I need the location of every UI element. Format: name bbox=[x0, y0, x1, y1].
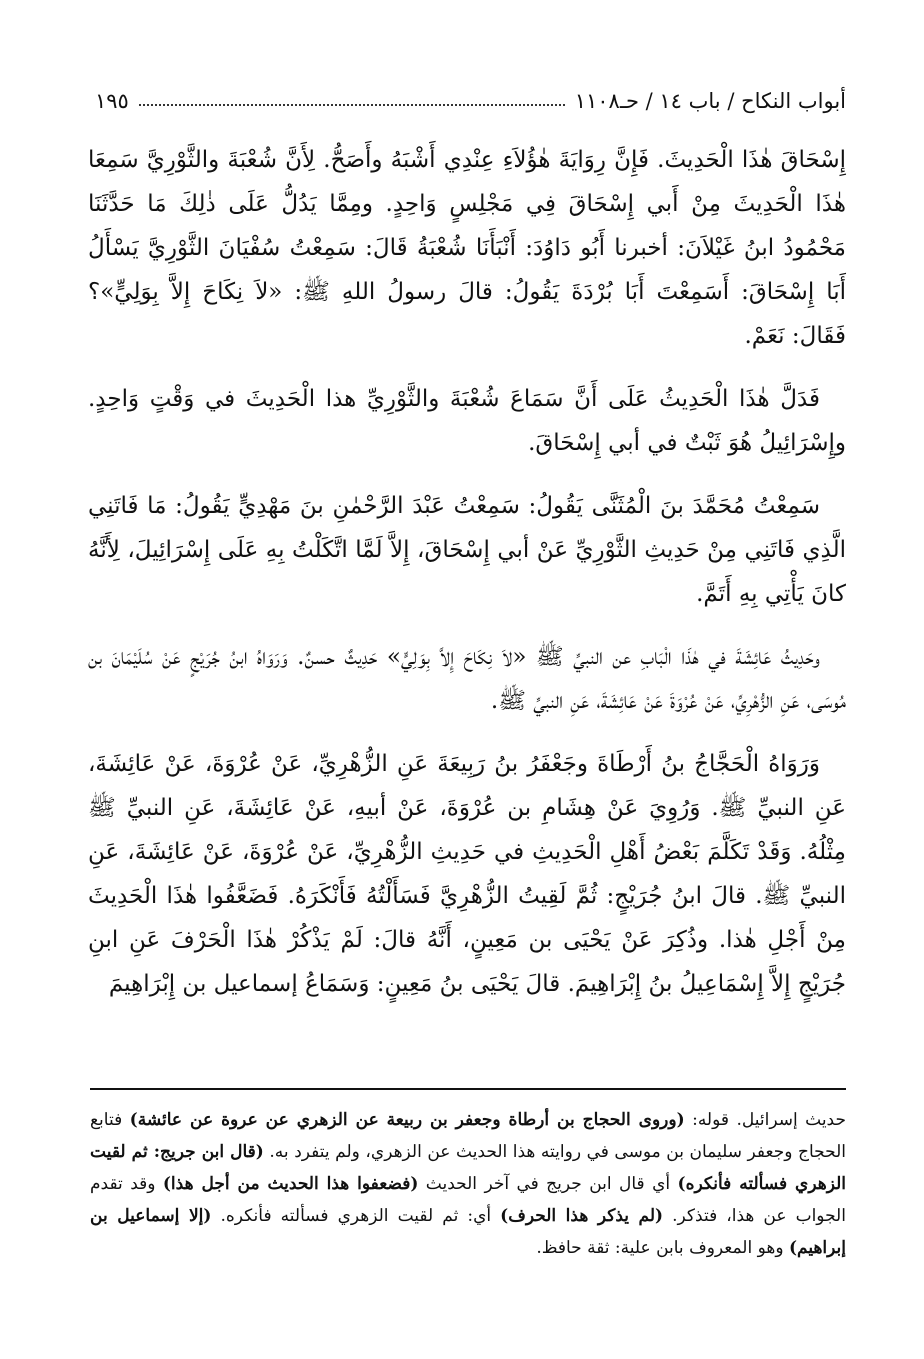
footnote-bold-segment: (إلا إسماعيل بن إبراهيم) bbox=[90, 1206, 846, 1258]
header-dotted-leader bbox=[139, 104, 565, 106]
footnote-segment: أي: ثم لقيت الزهري فسألته فأنكره. bbox=[211, 1206, 501, 1226]
running-header bbox=[95, 86, 846, 116]
footnote-segment: وهو المعروف بابن علية: ثقة حافظ. bbox=[536, 1238, 789, 1258]
footnote-bold-segment: (قال ابن جريج: ثم لقيت الزهري فسألته فأنكره) bbox=[90, 1142, 846, 1194]
footnote-paragraph bbox=[90, 1104, 846, 1264]
footnote-bold-segment: (لم يذكر هذا الحرف) bbox=[500, 1206, 664, 1226]
footnote-bold-segment: (وروى الحجاج بن أرطاة وجعفر بن ربيعة عن الزهري عن عروة عن عائشة) bbox=[129, 1110, 685, 1130]
page-number: ١٩٥ bbox=[95, 89, 129, 113]
paragraph-2: فَدَلَّ هٰذَا الْحَدِيثُ عَلَى أَنَّ سَمَاعَ شُعْبَةَ والثَّوْرِيِّ هذا الْحَدِيثَ في وَقْتٍ وَاحِدٍ. وإِسْرَائِيلُ هُوَ ثَبْتٌ في أبي إِسْحَاقَ. bbox=[88, 386, 846, 456]
footnotes bbox=[90, 1104, 846, 1264]
footnote-bold-segment: (فضعفوا هذا الحديث من أجل هذا) bbox=[162, 1174, 419, 1194]
main-text bbox=[88, 138, 846, 1025]
header-title: أبواب النكاح / باب ١٤ / حـ١١٠٨ bbox=[574, 89, 846, 113]
footnote-segment: وقد تقدم الجواب عن هذا، فتذكر. bbox=[90, 1174, 846, 1226]
paragraph-3: سَمِعْتُ مُحَمَّدَ بنَ الْمُثَنَّى يَقُولُ: سَمِعْتُ عَبْدَ الرَّحْمٰنِ بنَ مَهْدِيٍّ يَقُولُ: مَا فَاتَنِي الَّذِي فَاتَنِي مِنْ حَدِيثِ الثَّوْرِيِّ عَنْ أبي إِسْحَاقَ، إِلاَّ لَمَّا اتَّكَلْتُ بِهِ عَلَى إِسْرَائِيلَ، لِأَنَّهُ كانَ يَأْتِي بِهِ أَتَمَّ. bbox=[88, 493, 846, 607]
paragraph-5: وَرَوَاهُ الْحَجَّاجُ بنُ أَرْطَاةَ وجَعْفَرُ بنُ رَبِيعَةَ عَنِ الزُّهْرِيِّ، عَنْ عُرْوَةَ، عَنْ عَائِشَةَ، عَنِ النبيِّ ﷺ. وَرُوِيَ عَنْ هِشَامِ بن عُرْوَةَ، عَنْ أبيهِ، عَنْ عَائِشَةَ، عَنِ النبيِّ ﷺ مِثْلُهُ. وَقَدْ تَكَلَّمَ بَعْضُ أَهْلِ الْحَدِيثِ في حَدِيثِ الزُّهْرِيِّ، عَنْ عُرْوَةَ، عَنْ عَائِشَةَ، عَنِ النبيِّ ﷺ. قالَ ابنُ جُرَيْجٍ: ثُمَّ لَقِيتُ الزُّهْرِيَّ فَسَأَلْتُهُ فَأَنْكَرَهُ. فَضَعَّفُوا هٰذَا الْحَدِيثَ مِنْ أَجْلِ هٰذا. وذُكِرَ عَنْ يَحْيَى بن مَعِينٍ، أَنَّهُ قالَ: لَمْ يَذْكُرْ هٰذَا الْحَرْفَ عَنِ ابنِ جُرَيْجٍ إِلاَّ إِسْمَاعِيلُ بنُ إِبْرَاهِيمَ. قالَ يَحْيَى بنُ مَعِينٍ: وَسَمَاعُ إسماعيل بن إِبْرَاهِيمَ bbox=[88, 751, 846, 997]
footnote-divider bbox=[90, 1088, 846, 1090]
footnote-segment: أي قال ابن جريج في آخر الحديث bbox=[418, 1174, 678, 1194]
paragraph-4: وحَدِيثُ عَائِشَةَ في هٰذَا الْبَابِ عن النبيِّ ﷺ «لاَ نِكَاحَ إِلاَّ بِوَلِيٍّ» حَدِيثٌ حسنٌ. وَرَوَاهُ ابنُ جُرَيْجٍ عَنْ سُلَيْمَانَ بن مُوسَى، عَنِ الزُّهْرِيِّ، عَنْ عُرْوَةَ عَنْ عَائِشَةَ، عَنِ النبيِّ ﷺ. bbox=[88, 644, 846, 714]
footnote-segment: حديث إسرائيل. قوله: bbox=[684, 1110, 846, 1130]
footnote-segment: فتابع الحجاج وجعفر سليمان بن موسى في روايته هذا الحديث عن الزهري، ولم يتفرد به. bbox=[90, 1110, 846, 1162]
paragraph-1: إِسْحَاقَ هٰذَا الْحَدِيثَ. فَإِنَّ رِوَايَةَ هٰؤُلاَءِ عِنْدِي أَشْبَهُ وأَصَحُّ. لِأَنَّ شُعْبَةَ والثَّوْرِيَّ سَمِعَا هٰذَا الْحَدِيثَ مِنْ أَبي إِسْحَاقَ فِي مَجْلِسٍ وَاحِدٍ. ومِمَّا يَدُلُّ عَلَى ذٰلِكَ مَا حَدَّثَنَا مَحْمُودُ ابنُ غَيْلاَنَ: أخبرنا أَبُو دَاوُدَ: أَنْبَأَنَا شُعْبَةُ قَالَ: سَمِعْتُ سُفْيَانَ الثَّوْرِيَّ يَسْأَلُ أَبَا إِسْحَاقَ: أَسَمِعْتَ أَبَا بُرْدَةَ يَقُولُ: قالَ رسولُ اللهِ ﷺ: «لاَ نِكَاحَ إِلاَّ بِوَلِيٍّ»؟ فَقَالَ: نَعَمْ. bbox=[88, 147, 846, 349]
